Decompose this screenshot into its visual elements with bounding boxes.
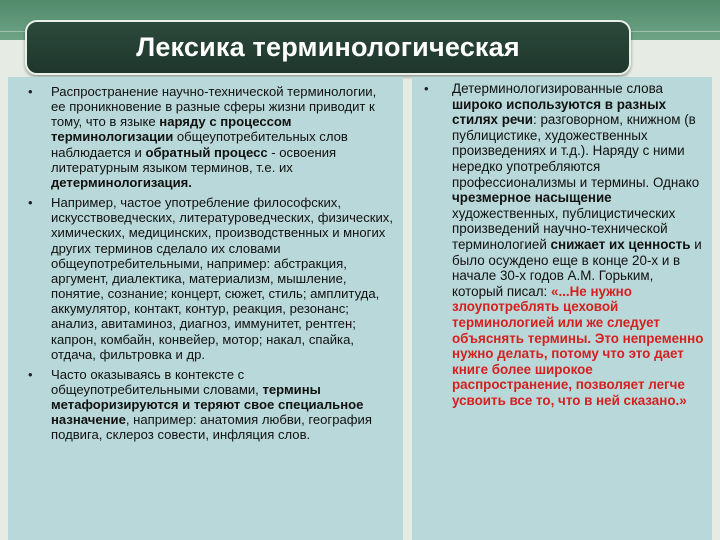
text-run: и было осуждено еще в конце 20-х и в начале 30-х годов А.М. Горьким, который писал: bbox=[452, 236, 702, 299]
paragraph-usage bbox=[452, 81, 708, 408]
text-run: : разговорном, книжном (в публицистике, художественных произведениях и т.д.). Наряду с ними нередко употребляются профессионализмы и термины. Однако bbox=[452, 112, 700, 190]
text-run: Детерминологизированные слова bbox=[452, 81, 663, 96]
text-run: Например, частое употребление философских, искусствоведческих, литературоведческих, физических, химических, медицинских, производственных и многих других терминов сделало их словами общеупотребительными, например: абстракция, аргумент, диалектика, материализм, мышление, понятие, сознание; концерт, сюжет, стиль; амплитуда, аккумулятор, контакт, контур, реакция, резонанс; анализ, авитаминоз, диагноз, иммунитет, рентген; капрон, комбайн, конвейер, мотор; накал, спайка, отдача, фильтровка и др. bbox=[51, 195, 393, 362]
left-bullet-list bbox=[8, 84, 393, 443]
text-run: Часто оказываясь в контексте с общеупотребительными словами, bbox=[51, 366, 263, 397]
bold-run: снижает их ценность bbox=[550, 236, 691, 252]
text-run: - освоения литературным языком терминов, т.е. их bbox=[51, 144, 337, 175]
slide-title: Лексика терминологическая bbox=[136, 32, 520, 62]
text-run: художественных, публицистических произведений научно-технической терминологией bbox=[452, 205, 676, 252]
bold-run: термины метафоризируются и теряют свое специальное назначение bbox=[51, 381, 364, 428]
list-item bbox=[8, 367, 393, 443]
title-bar bbox=[25, 20, 631, 75]
right-bullet-list bbox=[412, 81, 708, 408]
bullet-icon: • bbox=[28, 84, 33, 99]
text-run: общеупотребительных слов наблюдается и bbox=[51, 129, 348, 160]
right-text-panel bbox=[412, 77, 712, 540]
text-run: , например: анатомия любви, география подвига, склероз совести, инфляция слов. bbox=[51, 412, 372, 443]
paragraph-metaphorization bbox=[51, 367, 393, 443]
bold-run: чрезмерное насыщение bbox=[452, 190, 612, 206]
bold-run: наряду с процессом терминологизации bbox=[51, 114, 292, 145]
text-run: Распространение научно-технической терминологии, ее проникновение в разные сферы жизни приводит к тому, что в языке bbox=[51, 84, 377, 130]
paragraph-terminologization bbox=[51, 84, 393, 190]
bold-run: детерминологизация. bbox=[51, 174, 192, 190]
gorky-quote: «...Не нужно злоупотреблять цеховой терминологией или же следует объяснять термины. Это непременно нужно делать, потому что это дает книге более широкое распространение, позволяет легче усвоить все то, что в ней сказано.» bbox=[452, 283, 704, 408]
list-item bbox=[412, 81, 708, 408]
paragraph-examples bbox=[51, 195, 393, 362]
bold-run: обратный процесс bbox=[145, 144, 268, 160]
bold-run: широко используются в разных стилях речи bbox=[452, 96, 667, 128]
left-text-panel bbox=[8, 77, 403, 540]
list-item bbox=[8, 84, 393, 190]
list-item bbox=[8, 195, 393, 362]
bullet-icon: • bbox=[424, 81, 429, 96]
bullet-icon: • bbox=[28, 195, 33, 211]
bullet-icon: • bbox=[28, 366, 33, 382]
